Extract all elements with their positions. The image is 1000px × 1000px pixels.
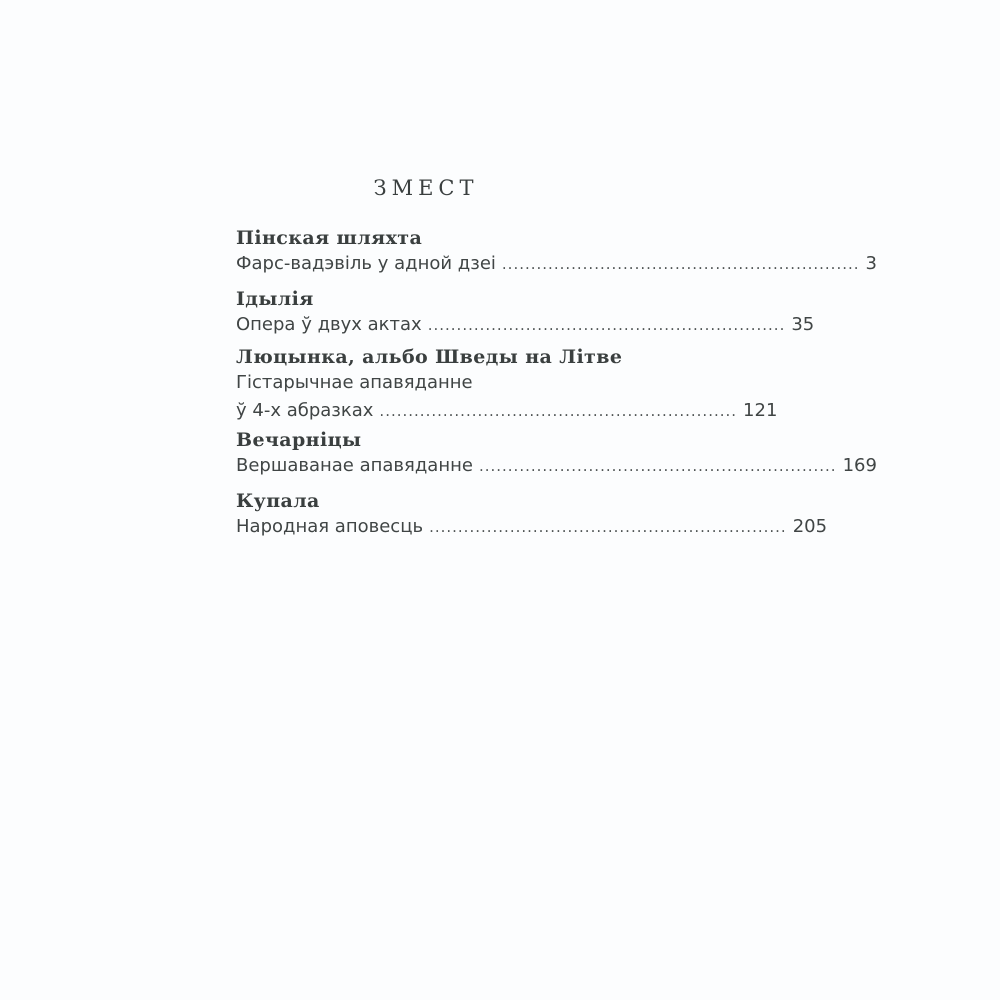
entry-title: Ідылія	[236, 288, 314, 310]
dot-leader: ..............................................................	[478, 457, 837, 475]
entry-subtitle-line: Гістарычнае апавяданне	[236, 372, 473, 393]
entry-subtitle-row	[236, 311, 815, 339]
dot-leader: ..............................................................	[501, 255, 860, 273]
entry-subtitle-row	[236, 397, 778, 425]
page-number: 205	[792, 516, 828, 537]
entry-subtitle: Вершаванае апавяданне	[236, 455, 473, 476]
toc-entry	[236, 489, 828, 541]
entry-subtitle-row	[236, 250, 877, 278]
entry-subtitle: ў 4-х абразках	[236, 400, 374, 421]
page-number: 121	[743, 400, 778, 421]
entry-subtitle-row	[236, 513, 828, 541]
entry-subtitle: Народная аповесць	[236, 516, 424, 537]
page-number: 169	[842, 455, 877, 476]
entry-title: Пінская шляхта	[236, 227, 423, 249]
entry-subtitle-row	[236, 452, 877, 480]
page-number: 35	[791, 314, 815, 335]
entry-title: Вечарніцы	[236, 429, 362, 451]
toc-entry	[236, 287, 815, 339]
entry-title: Люцынка, альбо Шведы на Літве	[236, 346, 623, 368]
dot-leader: ..............................................................	[379, 402, 738, 420]
toc-heading: ЗМЕСТ	[373, 176, 479, 200]
toc-entry	[236, 345, 778, 425]
dot-leader: ..............................................................	[427, 316, 786, 334]
entry-subtitle: Фарс-вадэвіль у адной дзеі	[236, 253, 496, 274]
entry-title: Купала	[236, 490, 320, 512]
toc-entry	[236, 428, 877, 480]
dot-leader: ..............................................................	[429, 518, 787, 536]
entry-subtitle: Опера ў двух актах	[236, 314, 422, 335]
toc-entry	[236, 226, 877, 278]
page-number: 3	[865, 253, 877, 274]
